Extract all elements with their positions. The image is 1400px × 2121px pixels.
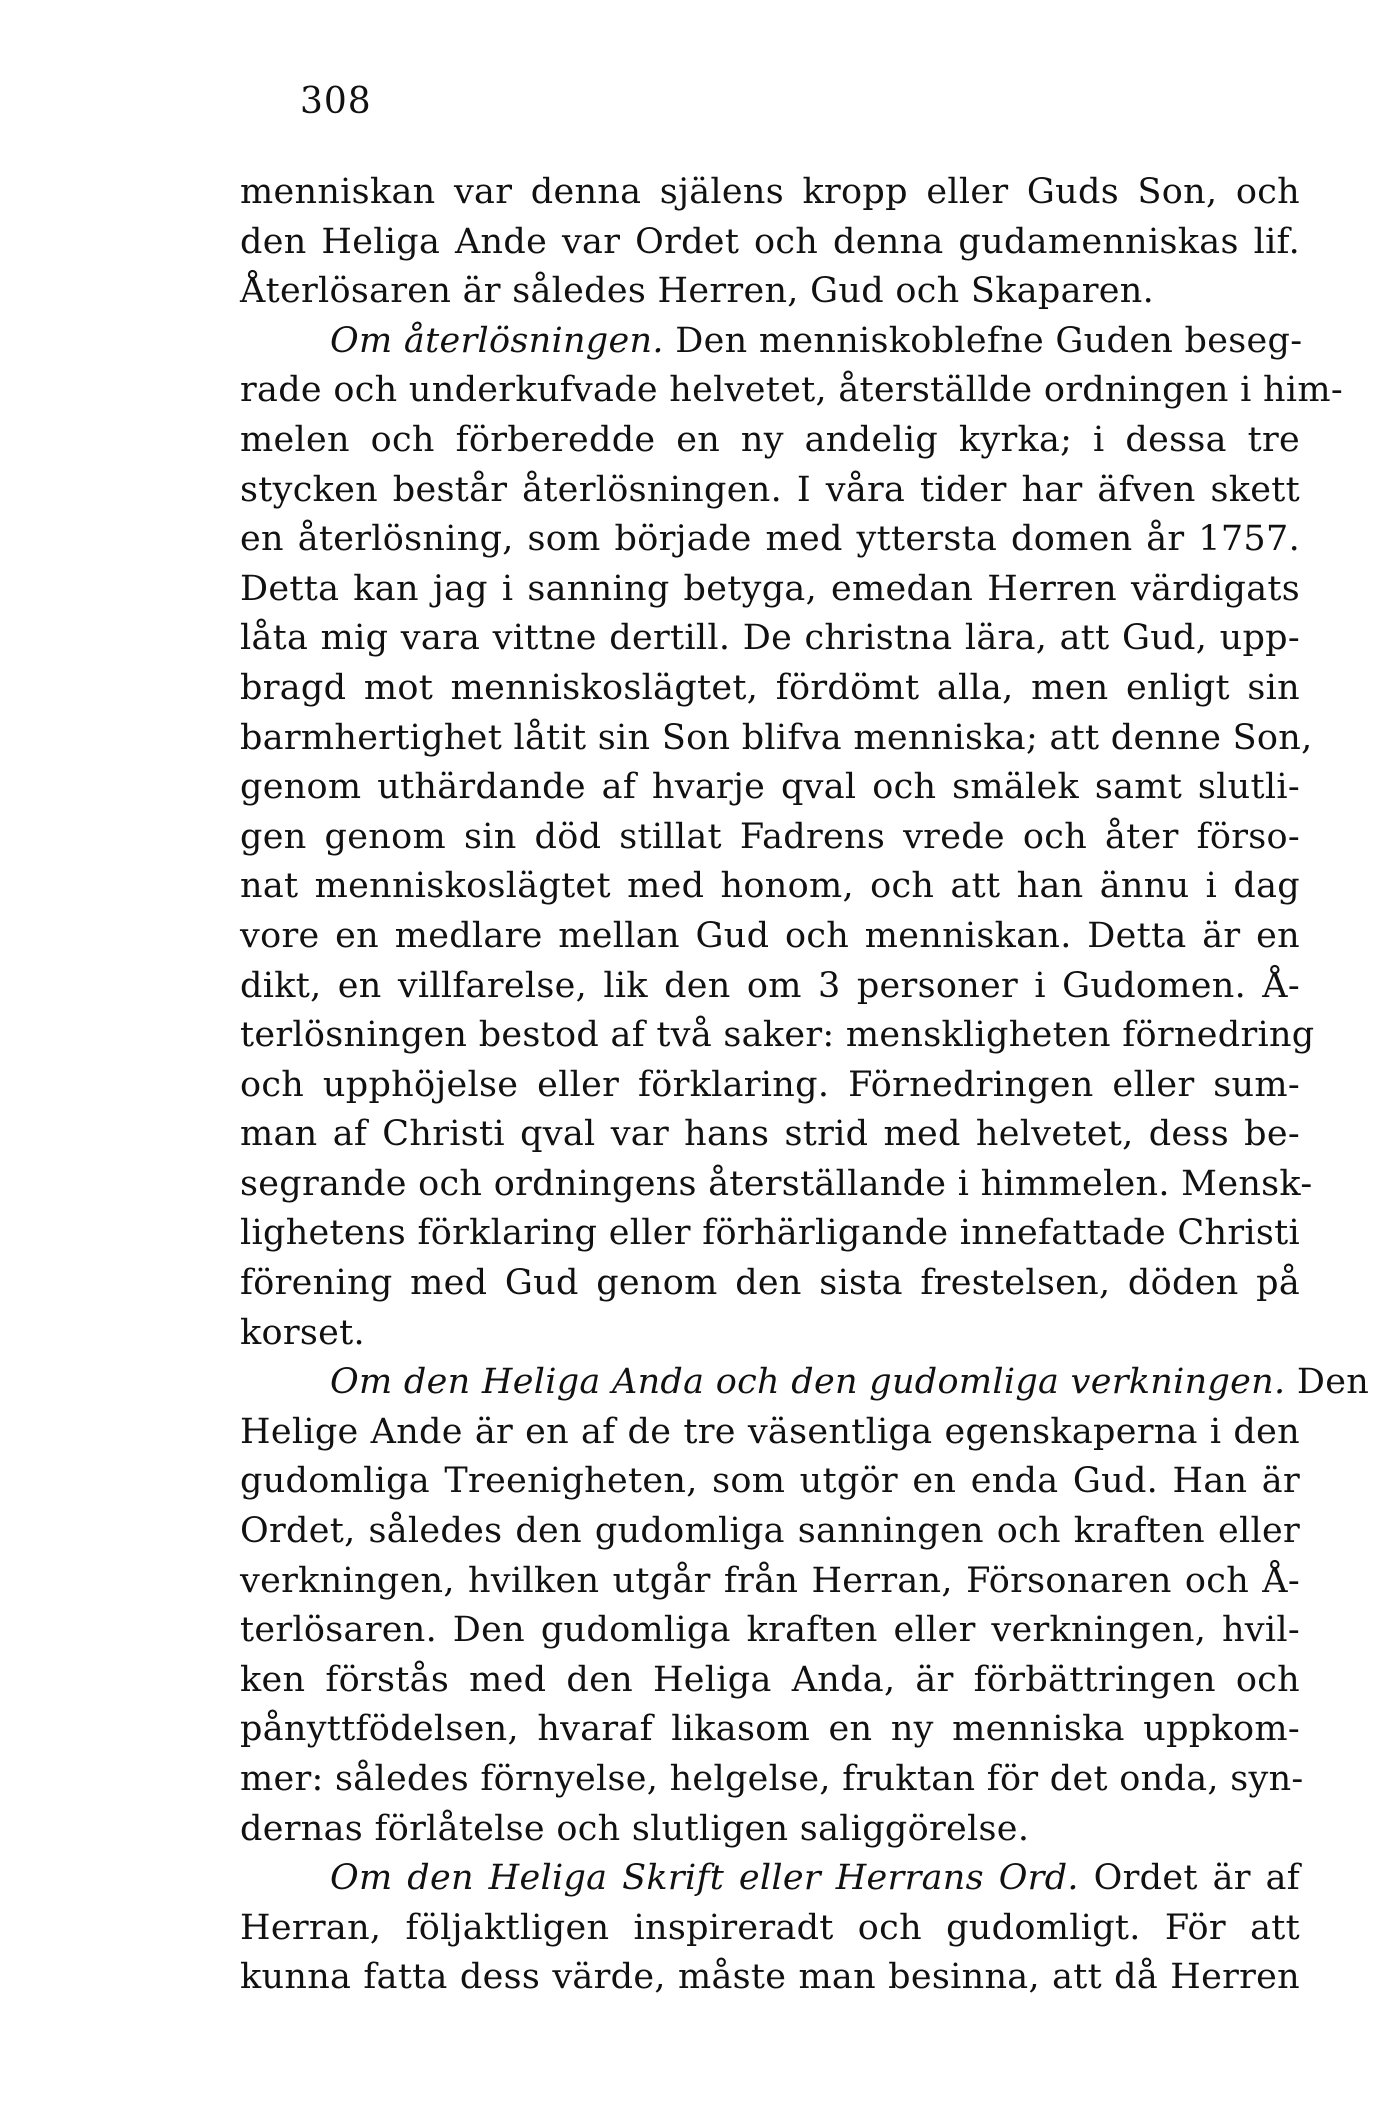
- text-line: terlösaren. Den gudomliga kraften eller verkningen, hvil-: [240, 1610, 1300, 1651]
- text-line: segrande och ordningens återställande i himmelen. Mensk-: [240, 1163, 1313, 1204]
- text-line: nat menniskoslägtet med honom, och att han ännu i dag: [240, 866, 1300, 907]
- text-line: barmhertighet låtit sin Son blifva menniska; att denne Son,: [240, 717, 1313, 758]
- text-line: vore en medlare mellan Gud och menniskan. Detta är en: [240, 915, 1300, 956]
- text-line: pånyttfödelsen, hvaraf likasom en ny menniska uppkom-: [240, 1709, 1300, 1750]
- text-line: dernas förlåtelse och slutligen saliggörelse.: [240, 1808, 1030, 1849]
- text-line: melen och förberedde en ny andelig kyrka; i dessa tre: [240, 419, 1300, 460]
- text-line: förening med Gud genom den sista frestelsen, döden på: [240, 1263, 1300, 1304]
- text-line: en återlösning, som började med yttersta domen år 1757.: [240, 519, 1300, 560]
- text-run: Den: [1285, 1362, 1370, 1403]
- page-number: 308: [300, 81, 372, 122]
- body-text: [240, 168, 1370, 2003]
- text-line: terlösningen bestod af två saker: menskligheten förnedring: [240, 1015, 1315, 1056]
- text-line: korset.: [240, 1312, 365, 1353]
- text-line: lighetens förklaring eller förhärligande innefattade Christi: [240, 1213, 1301, 1254]
- text-line: kunna fatta dess värde, måste man besinna, att då Herren: [240, 1957, 1300, 1998]
- text-run: Ordet är af: [1078, 1858, 1300, 1899]
- text-line: man af Christi qval var hans strid med helvetet, dess be-: [240, 1114, 1300, 1155]
- section-heading: Om den Heliga Anda och den gudomliga verkningen.: [330, 1362, 1286, 1403]
- section-heading: Om återlösningen.: [330, 320, 664, 361]
- section-heading-line: [240, 1854, 1300, 1904]
- section-heading: Om den Heliga Skrift eller Herrans Ord.: [330, 1858, 1079, 1899]
- text-line: låta mig vara vittne dertill. De christna lära, att Gud, upp-: [240, 618, 1300, 659]
- text-run: Den menniskoblefne Guden beseg-: [663, 320, 1303, 361]
- section-heading-line: [240, 1358, 1370, 1408]
- text-line: Detta kan jag i sanning betyga, emedan Herren värdigats: [240, 568, 1300, 609]
- text-line: Återlösaren är således Herren, Gud och Skaparen.: [240, 271, 1155, 312]
- section-heading-line: [240, 317, 1303, 367]
- text-line: menniskan var denna själens kropp eller Guds Son, och: [240, 172, 1300, 212]
- text-line: och upphöjelse eller förklaring. Förnedringen eller sum-: [240, 1064, 1300, 1105]
- text-line: dikt, en villfarelse, lik den om 3 personer i Gudomen. Å-: [240, 965, 1300, 1006]
- text-line: Ordet, således den gudomliga sanningen och kraften eller: [240, 1511, 1300, 1552]
- text-line: mer: således förnyelse, helgelse, fruktan för det onda, syn-: [240, 1759, 1304, 1799]
- text-line: verkningen, hvilken utgår från Herran, Försonaren och Å-: [240, 1560, 1300, 1601]
- text-line: Helige Ande är en af de tre väsentliga egenskaperna i den: [240, 1411, 1300, 1452]
- text-line: genom uthärdande af hvarje qval och smälek samt slutli-: [240, 767, 1300, 808]
- text-line: gen genom sin död stillat Fadrens vrede och åter förso-: [240, 816, 1300, 857]
- text-line: Herran, följaktligen inspireradt och gudomligt. För att: [240, 1907, 1300, 1948]
- text-line: bragd mot menniskoslägtet, fördömt alla, men enligt sin: [240, 667, 1300, 708]
- text-line: ken förstås med den Heliga Anda, är förbättringen och: [240, 1659, 1300, 1700]
- text-line: rade och underkufvade helvetet, återställde ordningen i him-: [240, 370, 1343, 411]
- text-line: stycken består återlösningen. I våra tider har äfven skett: [240, 469, 1300, 510]
- text-line: gudomliga Treenigheten, som utgör en enda Gud. Han är: [240, 1461, 1300, 1502]
- text-line: den Heliga Ande var Ordet och denna gudamenniskas lif.: [240, 221, 1300, 262]
